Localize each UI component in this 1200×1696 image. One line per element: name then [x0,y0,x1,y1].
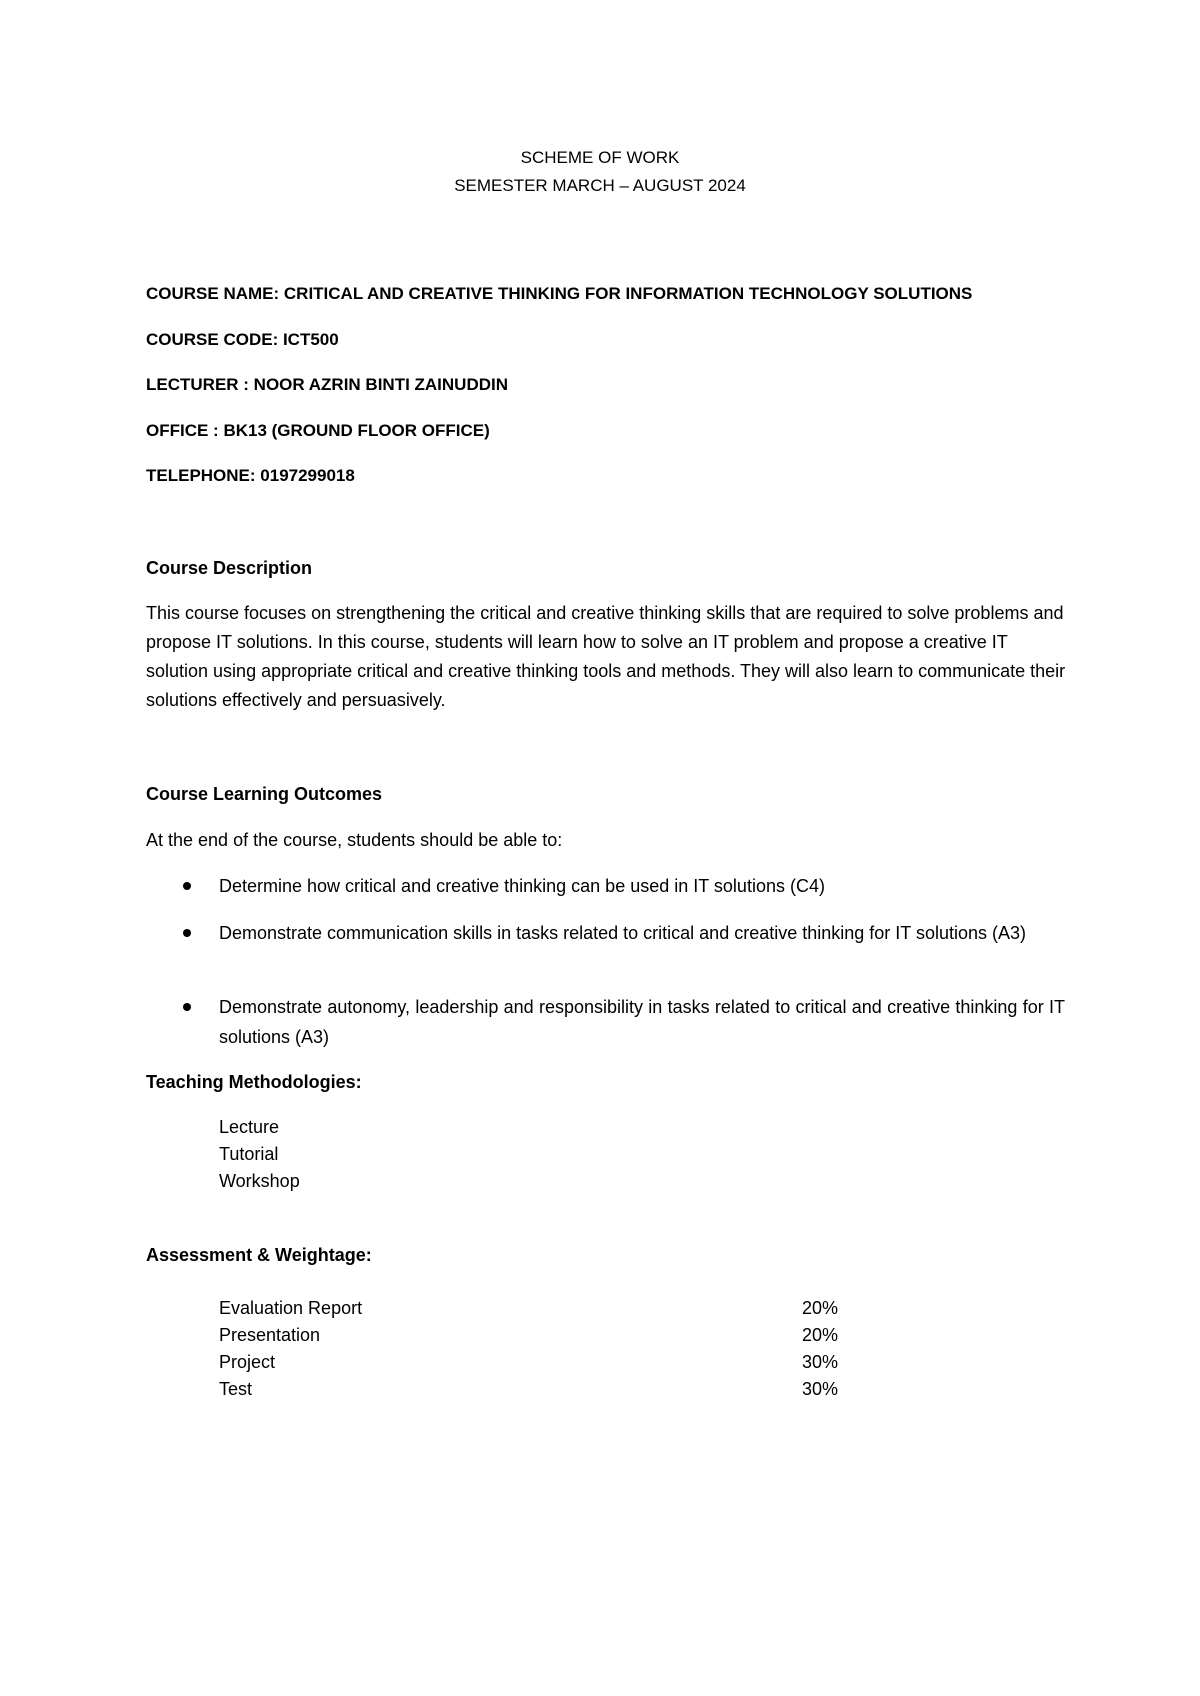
bullet-icon [183,1003,191,1011]
assessment-item-weight: 20% [802,1325,839,1345]
teaching-methodologies-heading: Teaching Methodologies: [146,1072,362,1092]
course-code: COURSE CODE: ICT500 [146,330,339,349]
outcome-item: Demonstrate autonomy, leadership and responsibility in tasks related to critical and creative thinking for IT solutions (A3) [219,997,1065,1047]
semester-subtitle: SEMESTER MARCH – AUGUST 2024 [454,176,746,195]
assessment-item-weight: 30% [802,1352,839,1372]
bullet-icon [183,882,191,890]
office: OFFICE : BK13 (GROUND FLOOR OFFICE) [146,421,490,440]
course-description-heading: Course Description [146,558,313,578]
telephone: TELEPHONE: 0197299018 [146,466,355,485]
course-name: COURSE NAME: CRITICAL AND CREATIVE THINKING FOR INFORMATION TECHNOLOGY SOLUTIONS [146,284,973,303]
methodology-item: Tutorial [219,1144,279,1164]
learning-outcomes-heading: Course Learning Outcomes [146,784,383,804]
methodology-item: Workshop [219,1171,300,1191]
document-title: SCHEME OF WORK [520,148,680,167]
outcome-item: Determine how critical and creative thinking can be used in IT solutions (C4) [219,876,825,896]
assessment-item-weight: 20% [802,1298,839,1318]
assessment-item-name: Presentation [219,1325,321,1345]
outcome-item: Demonstrate communication skills in tasks related to critical and creative thinking for IT solutions (A3) [219,923,1027,943]
assessment-item-name: Project [219,1352,276,1372]
assessment-heading: Assessment & Weightage: [146,1245,372,1265]
lecturer: LECTURER : NOOR AZRIN BINTI ZAINUDDIN [146,375,509,394]
course-description-text: This course focuses on strengthening the critical and creative thinking skills that are required to solve problems and propose IT solutions. In this course, students will learn how to solve an IT problem and propose a creative IT solution using appropriate critical and creative thinking tools and methods. They will also learn to communicate their solutions effectively and persuasively. [146,603,1066,710]
assessment-item-weight: 30% [802,1379,839,1399]
methodology-item: Lecture [219,1117,280,1137]
assessment-item-name: Evaluation Report [219,1298,363,1318]
assessment-item-name: Test [219,1379,253,1399]
learning-outcomes-intro: At the end of the course, students should be able to: [146,830,563,850]
bullet-icon [183,929,191,937]
